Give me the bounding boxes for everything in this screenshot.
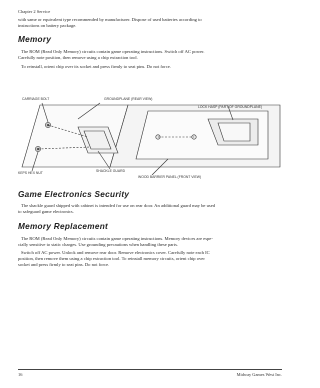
page-number: 16 — [18, 372, 23, 377]
security-heading: Game Electronics Security — [18, 190, 130, 199]
memory-heading: Memory — [18, 35, 52, 44]
text-line: The ROM (Read Only Memory) circuits contain game operating instructions. Memory devices are espe- — [21, 236, 213, 241]
text-line: The shackle guard shipped with cabinet is intended for use on rear door. An additional guard may be used — [21, 203, 216, 208]
callout-keps-hex-nut: KEPS HEX NUT — [18, 171, 43, 175]
text-line: instructions on battery package. — [18, 22, 77, 28]
text-line: with same or equivalent type recommended by manufacturer. Dispose of used batteries according to — [18, 17, 202, 22]
memory-replacement-heading: Memory Replacement — [18, 222, 109, 231]
shackle-guard-figure — [18, 97, 282, 179]
text-line: to safeguard game electronics. — [18, 208, 74, 214]
callout-wood-barrier: WOOD BARRIER PANEL (FRONT VIEW) — [138, 175, 202, 179]
text-line: Carefully note position, then remove using a chip extraction tool. — [18, 54, 138, 60]
callout-shackle-guard: SHACKLE GUARD — [96, 169, 126, 173]
callout-lock-hasp: LOCK HASP (PART OF GROUNDPLANE) — [198, 105, 262, 109]
text-line: cially sensitive to static charges. Use grounding precautions when handling these parts. — [18, 241, 179, 247]
text-line: socket and press firmly to seat pins. Do not force. — [18, 261, 110, 267]
callout-carriage-bolt: CARRIAGE BOLT — [22, 97, 50, 101]
figure-drawing — [18, 97, 282, 179]
memory-replacement-paragraph-1 — [18, 236, 282, 248]
security-paragraph — [18, 203, 282, 215]
footer-divider — [18, 369, 282, 370]
text-line: The ROM (Read Only Memory) circuits contain game operating instructions. Switch off AC power. — [21, 49, 205, 54]
memory-paragraph — [18, 49, 282, 61]
text-line: Switch off AC power. Unlock and remove rear door. Remove electronics cover. Carefully note each IC — [21, 250, 210, 255]
publisher-name: Midway Games West Inc. — [236, 372, 282, 377]
text-line: position, then remove them using a chip extraction tool. To reinstall memory circuits, orient chip over — [18, 255, 205, 261]
groundplane-panel — [22, 105, 128, 167]
reinstall-paragraph — [18, 64, 282, 70]
memory-replacement-paragraph-2 — [18, 250, 282, 267]
text-line: To reinstall, orient chip over its socket and press firmly to seat pins. Do not force. — [21, 64, 171, 69]
callout-groundplane: GROUNDPLANE (REAR VIEW) — [104, 97, 153, 101]
intro-paragraph — [18, 17, 282, 29]
chapter-header: Chapter 2 Service — [18, 9, 51, 14]
